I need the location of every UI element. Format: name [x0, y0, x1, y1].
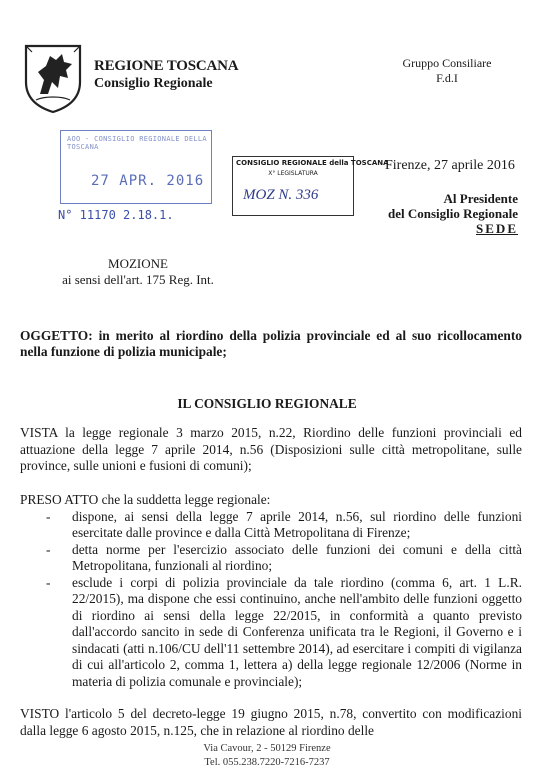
document-date: Firenze, 27 aprile 2016 [385, 158, 515, 173]
body-title: IL CONSIGLIO REGIONALE [177, 396, 357, 411]
council-stamp-number: MOZ N. 336 [243, 187, 319, 203]
organization-subname: Consiglio Regionale [94, 76, 213, 91]
regione-toscana-logo-icon [22, 42, 84, 114]
protocol-number: N° 11170 2.18.1. [58, 208, 174, 222]
paragraph-preso-atto-intro: PRESO ATTO che la suddetta legge regionale: [20, 492, 271, 507]
footer-address: Via Cavour, 2 - 50129 Firenze [203, 743, 331, 754]
organization-name: REGIONE TOSCANA [94, 58, 239, 74]
protocol-stamp-header: AOO - CONSIGLIO REGIONALE DELLA TOSCANA [67, 135, 207, 151]
group-acronym: F.d.I [436, 71, 458, 85]
council-stamp [232, 156, 389, 216]
protocol-stamp-date: 27 APR. 2016 [91, 173, 205, 189]
bullet-list [20, 509, 522, 691]
list-item: - detta norme per l'esercizio associato delle funzioni dei comuni e della città Metropolitana, funzionali al riordino; [20, 542, 522, 575]
paragraph-vista: VISTA la legge regionale 3 marzo 2015, n.22, Riordino delle funzioni provinciali ed attuazione della legge 7 aprile 2014, n.56 (Disposizioni sulle città metropolitane, sulle province, sulle unioni e fusioni di comuni); [20, 425, 522, 473]
motion-title: MOZIONE [108, 256, 168, 271]
footer-phone: Tel. 055.238.7220-7216-7237 [204, 757, 330, 768]
motion-subtitle: ai sensi dell'art. 175 Reg. Int. [62, 272, 214, 287]
protocol-stamp [60, 130, 212, 204]
subject-line: OGGETTO: in merito al riordino della polizia provinciale ed al suo ricollocamento nella funzione di polizia municipale; [20, 328, 522, 359]
council-stamp-title: CONSIGLIO REGIONALE della TOSCANA [236, 159, 389, 167]
recipient-line-1: Al Presidente [443, 191, 518, 206]
recipient-line-3: SEDE [476, 221, 518, 236]
paragraph-preso-atto [20, 492, 522, 690]
list-item: - dispone, ai sensi della legge 7 aprile 2014, n.56, sul riordino delle funzioni esercitate dalle province e dalla Città Metropolitana di Firenze; [20, 509, 522, 542]
council-stamp-legislature: X° LEGISLATURA [268, 170, 318, 177]
recipient-line-2: del Consiglio Regionale [387, 206, 518, 221]
list-item: - esclude i corpi di polizia provinciale da tale riordino (comma 6, art. 1 L.R. 22/2015), ma dispone che essi continuino, anche nell'ambito delle funzioni oggetto di riordino ai sensi della legge 22/2015, in conformità a quanto previsto dall'accordo sancito in sede di Conferenza unificata tra le Regioni, il Governo e i sindacati (atti n.106/CU dell'11 settembre 2014), ad esercitare i compiti di vigilanza di cui all'articolo 2, comma 1, lettera a) della legge regionale 12/2006 (Norme in materia di polizia comunale e provinciale); [20, 575, 522, 691]
paragraph-visto: VISTO l'articolo 5 del decreto-legge 19 giugno 2015, n.78, convertito con modificazioni dalla legge 6 agosto 2015, n.125, che in relazione al riordino delle [20, 706, 522, 738]
group-name: Gruppo Consiliare [402, 56, 492, 70]
